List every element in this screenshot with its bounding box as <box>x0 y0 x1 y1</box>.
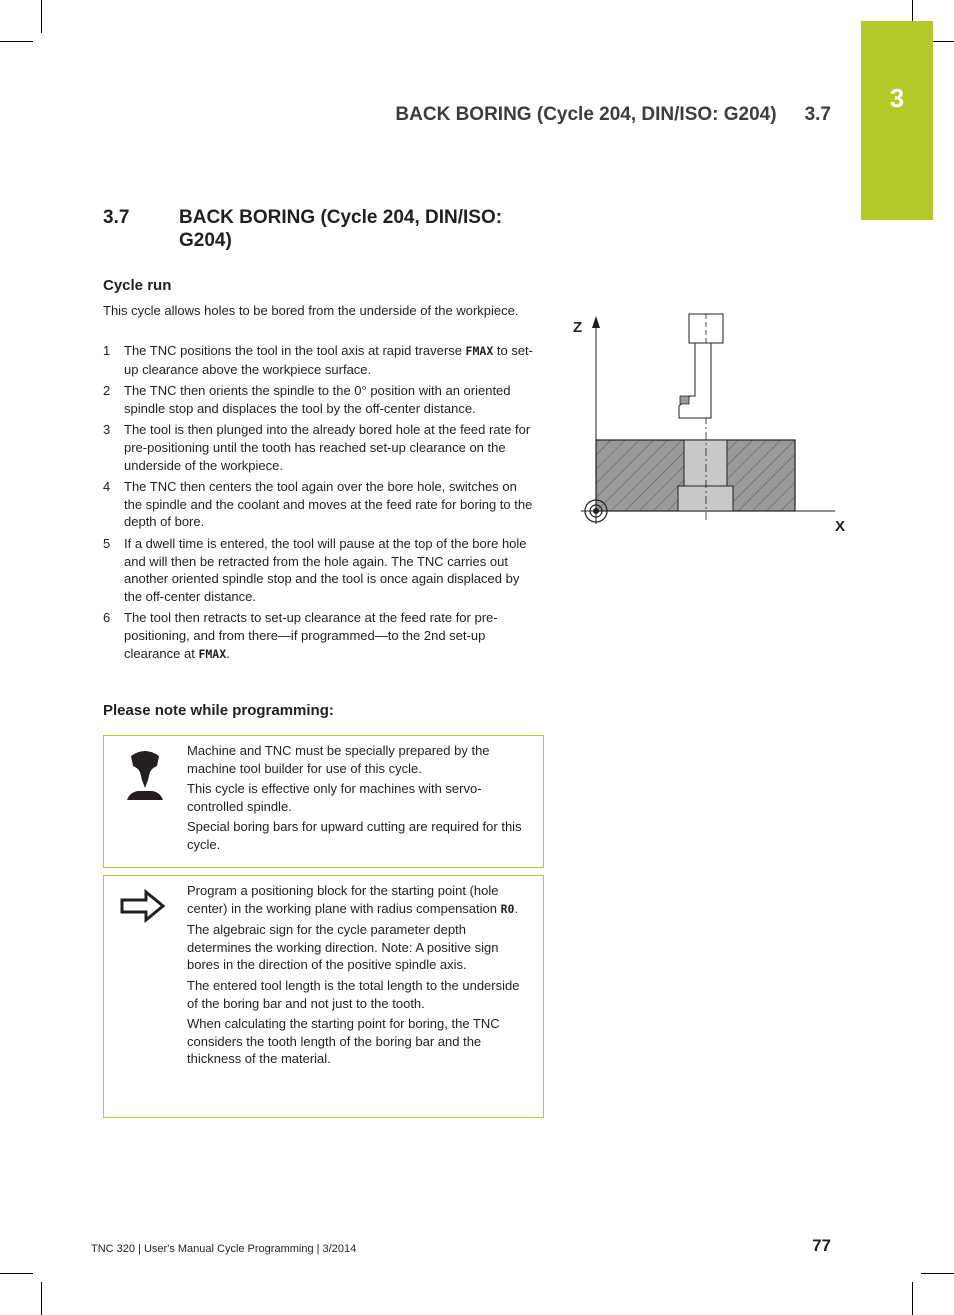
running-header-title: BACK BORING (Cycle 204, DIN/ISO: G204) <box>395 104 777 125</box>
crop-mark <box>0 1273 33 1274</box>
z-axis-arrow <box>592 316 600 328</box>
note-paragraph <box>187 882 533 918</box>
step-number: 2 <box>103 383 111 399</box>
section-number: 3.7 <box>103 207 130 228</box>
step-keyword: FMAX <box>465 344 494 358</box>
crop-mark <box>41 0 42 33</box>
cycle-run-heading: Cycle run <box>103 277 172 294</box>
list-item <box>103 609 535 663</box>
step-text: If a dwell time is entered, the tool will pause at the top of the bore hole and will then be retracted from the hole again. The TNC carries out another oriented spindle stop and the tool is once again displaced by the off-center distance. <box>124 535 527 604</box>
step-number: 1 <box>103 343 111 358</box>
list-item <box>103 421 535 474</box>
section-title <box>103 206 543 252</box>
step-text: The tool is then plunged into the already bored hole at the feed rate for pre-positioning until the tooth has reached set-up clearance on the underside of the workpiece. <box>124 422 531 473</box>
cycle-steps-list <box>103 342 535 667</box>
chapter-tab <box>861 21 933 220</box>
note-paragraph: The algebraic sign for the cycle parameter depth determines the working direction. Note: A positive sign bores in the direction of the positive spindle axis. <box>187 922 499 973</box>
back-boring-diagram <box>573 308 873 543</box>
step-text-end: . <box>226 645 230 661</box>
boring-tool <box>679 314 723 418</box>
list-item <box>103 382 535 417</box>
list-item <box>103 535 535 605</box>
step-text-end: to set-up clearance above the workpiece surface. <box>124 343 533 377</box>
note-paragraph: The entered tool length is the total length to the underside of the boring bar and not just to the tooth. <box>187 977 520 1011</box>
crop-mark <box>921 1273 954 1274</box>
step-text: The TNC positions the tool in the tool axis at rapid traverse <box>124 343 466 358</box>
hand-stop-icon <box>120 746 170 811</box>
note-paragraph: When calculating the starting point for boring, the TNC considers the tooth length of the boring bar and the thickness of the material. <box>187 1016 500 1067</box>
programming-heading: Please note while programming: <box>103 702 334 719</box>
note-divider <box>186 736 187 867</box>
axis-label-z: Z <box>573 319 583 336</box>
axis-label-x: X <box>835 518 846 535</box>
note-paragraph: Special boring bars for upward cutting are required for this cycle. <box>187 819 522 852</box>
note-paragraph: Machine and TNC must be specially prepared by the machine tool builder for use of this cycle. <box>187 743 490 776</box>
note-box-programming <box>103 875 544 1118</box>
workpiece <box>596 440 795 511</box>
step-number: 6 <box>103 610 111 626</box>
note-text-end: . <box>514 900 519 916</box>
note-text: Program a positioning block for the starting point (hole center) in the working plane with radius compensation <box>187 883 501 916</box>
note-keyword: R0 <box>500 901 515 916</box>
chapter-number: 3 <box>889 83 905 113</box>
step-text: The tool then retracts to set-up clearance at the feed rate for pre-positioning, and from there—if programmed—to the 2nd set-up clearance at <box>124 610 498 661</box>
crop-mark <box>912 1282 913 1315</box>
list-item <box>103 342 535 378</box>
arrow-right-icon <box>120 886 170 931</box>
step-keyword: FMAX <box>198 646 227 661</box>
step-number: 4 <box>103 479 111 495</box>
step-number: 3 <box>103 422 111 438</box>
running-header <box>395 104 831 126</box>
note-body <box>187 736 543 865</box>
page-number: 77 <box>812 1236 831 1255</box>
note-paragraph: This cycle is effective only for machines with servo-controlled spindle. <box>187 781 482 814</box>
note-divider <box>186 876 187 1117</box>
cycle-run-intro: This cycle allows holes to be bored from the underside of the workpiece. <box>103 303 519 318</box>
crop-mark <box>0 41 33 42</box>
crop-mark <box>41 1282 42 1315</box>
page-footer: TNC 320 | User's Manual Cycle Programming | 3/2014 <box>91 1243 357 1255</box>
section-title-text: BACK BORING (Cycle 204, DIN/ISO: G204) <box>179 207 503 251</box>
step-text: The TNC then orients the spindle to the 0° position with an oriented spindle stop and displaces the tool by the off-center distance. <box>124 383 511 416</box>
note-box-machine <box>103 735 544 868</box>
step-text: The TNC then centers the tool again over the bore hole, switches on the spindle and the coolant and moves at the feed rate for boring to the depth of bore. <box>124 479 533 530</box>
step-number: 5 <box>103 535 111 551</box>
running-header-number: 3.7 <box>804 104 831 125</box>
list-item <box>103 478 535 531</box>
note-body <box>187 876 543 1079</box>
